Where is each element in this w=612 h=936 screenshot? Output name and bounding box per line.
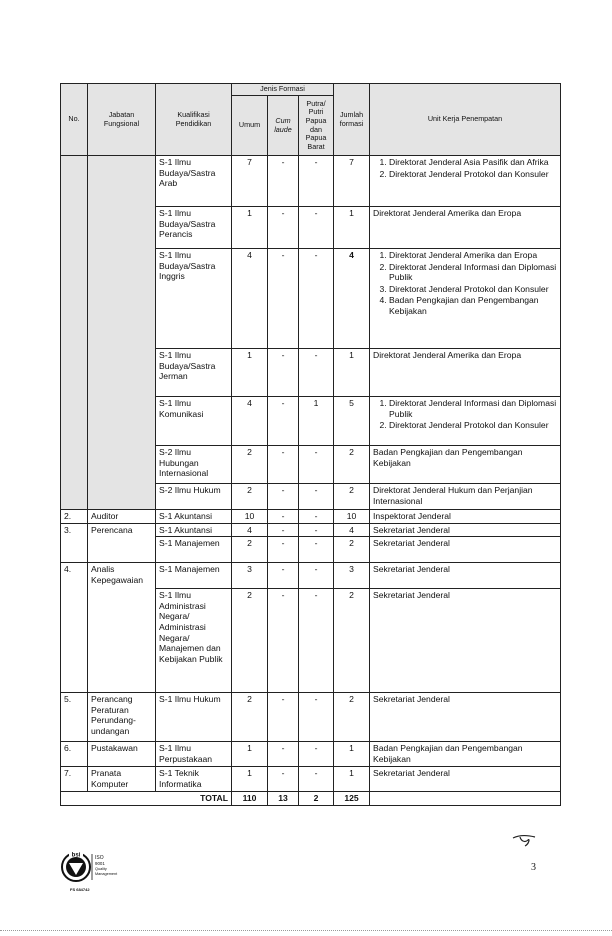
cell-papua: - [299,693,334,742]
total-umum: 110 [232,792,268,806]
cell-umum: 2 [232,537,268,563]
cell-cum: - [268,510,299,524]
table-row [61,349,561,397]
cell-unit: Direktorat Jenderal Hukum dan Perjanjian Internasional [370,484,561,510]
logo-cert: FS 684742 [70,887,90,892]
cell-jumlah: 2 [334,446,370,484]
header-papua: Putra/ Putri Papua dan Papua Barat [299,96,334,156]
cell-no: 4. [61,563,88,589]
logo-standard: 9001 [95,861,105,866]
cell-umum: 4 [232,249,268,349]
cell-jabatan [88,537,156,563]
logo-line2: Management [95,872,118,876]
cell-papua: - [299,349,334,397]
cell-unit: Sekretariat Jenderal [370,537,561,563]
total-label: TOTAL [61,792,232,806]
cell-cum: - [268,767,299,792]
logo-line1: Quality [95,867,107,871]
cell-jabatan [88,156,156,207]
cell-no [61,349,88,397]
cell-umum: 4 [232,523,268,537]
cell-umum: 1 [232,767,268,792]
cell-no [61,397,88,446]
cell-papua: - [299,742,334,767]
cell-jumlah: 1 [334,349,370,397]
table-row [61,510,561,524]
cell-unit [370,397,561,446]
cell-jabatan [88,249,156,349]
header-jabatan: Jabatan Fungsional [88,84,156,156]
cell-no: 3. [61,523,88,537]
cell-no [61,484,88,510]
table-row [61,589,561,693]
cell-kualifikasi: S-1 Ilmu Budaya/Sastra Inggris [156,249,232,349]
cell-kualifikasi: S-1 Manajemen [156,563,232,589]
cell-kualifikasi: S-1 Ilmu Hukum [156,693,232,742]
cell-no: 7. [61,767,88,792]
table-row [61,563,561,589]
unit-item: 4. Badan Pengkajian dan Pengembangan Kebijakan [389,295,557,316]
header-jumlah: Jumlah formasi [334,84,370,156]
cell-no: 2. [61,510,88,524]
table-row [61,397,561,446]
cell-no: 6. [61,742,88,767]
cell-papua: - [299,156,334,207]
cell-jabatan: Pustakawan [88,742,156,767]
total-row [61,792,561,806]
cell-cum: - [268,207,299,249]
cell-no [61,207,88,249]
cell-kualifikasi: S-2 Ilmu Hubungan Internasional [156,446,232,484]
cell-cum: - [268,693,299,742]
cell-no [61,589,88,693]
cell-cum: - [268,484,299,510]
cell-unit: Sekretariat Jenderal [370,693,561,742]
cell-papua: - [299,563,334,589]
cell-kualifikasi: S-1 Ilmu Budaya/Sastra Arab [156,156,232,207]
cell-jabatan: Perancang Peraturan Perundang-undangan [88,693,156,742]
cell-papua: 1 [299,397,334,446]
total-papua: 2 [299,792,334,806]
table-row [61,742,561,767]
cell-kualifikasi: S-1 Ilmu Administrasi Negara/ Administrasi Negara/ Manajemen dan Kebijakan Publik [156,589,232,693]
cell-unit [370,249,561,349]
signature-initial-icon [511,832,537,853]
cell-kualifikasi: S-1 Manajemen [156,537,232,563]
total-unit-empty [370,792,561,806]
cell-jumlah: 1 [334,767,370,792]
cell-jabatan: Perencana [88,523,156,537]
cell-umum: 3 [232,563,268,589]
cell-jabatan [88,446,156,484]
cell-umum: 1 [232,742,268,767]
table-body [61,156,561,806]
cell-unit: Direktorat Jenderal Amerika dan Eropa [370,349,561,397]
cell-papua: - [299,446,334,484]
cell-umum: 1 [232,349,268,397]
cell-cum: - [268,349,299,397]
cell-papua: - [299,589,334,693]
cell-no [61,537,88,563]
cell-jumlah: 10 [334,510,370,524]
table-row [61,523,561,537]
cell-cum: - [268,446,299,484]
cell-unit: Sekretariat Jenderal [370,523,561,537]
cell-papua: - [299,537,334,563]
cell-jumlah: 3 [334,563,370,589]
cell-unit [370,156,561,207]
cell-unit: Sekretariat Jenderal [370,767,561,792]
cell-unit: Badan Pengkajian dan Pengembangan Kebijakan [370,742,561,767]
cell-no [61,249,88,349]
cell-unit: Sekretariat Jenderal [370,563,561,589]
cell-kualifikasi: S-1 Teknik Informatika [156,767,232,792]
cell-cum: - [268,563,299,589]
cell-jumlah: 2 [334,589,370,693]
table-row [61,156,561,207]
cell-kualifikasi: S-1 Ilmu Budaya/Sastra Perancis [156,207,232,249]
cell-jumlah: 7 [334,156,370,207]
unit-item: 1. Direktorat Jenderal Amerika dan Eropa [389,250,557,261]
cell-papua: - [299,484,334,510]
cell-jumlah: 1 [334,742,370,767]
cell-unit: Direktorat Jenderal Amerika dan Eropa [370,207,561,249]
cell-umum: 7 [232,156,268,207]
cell-kualifikasi: S-1 Akuntansi [156,523,232,537]
cell-jabatan: Analis Kepegawaian [88,563,156,589]
total-jumlah: 125 [334,792,370,806]
cell-cum: - [268,156,299,207]
table-row [61,767,561,792]
logo-iso: ISO [95,855,104,861]
cell-cum: - [268,249,299,349]
header-cum-laude: Cum laude [268,96,299,156]
cell-cum: - [268,397,299,446]
cell-papua: - [299,207,334,249]
cell-no [61,156,88,207]
cell-jabatan: Pranata Komputer [88,767,156,792]
header-unit: Unit Kerja Penempatan [370,84,561,156]
cell-umum: 2 [232,484,268,510]
cell-papua: - [299,767,334,792]
header-umum: Umum [232,96,268,156]
cell-umum: 4 [232,397,268,446]
cell-kualifikasi: S-2 Ilmu Hukum [156,484,232,510]
table-row [61,484,561,510]
cell-jabatan [88,207,156,249]
cell-jumlah: 2 [334,693,370,742]
unit-item: 2. Direktorat Jenderal Protokol dan Konsuler [389,420,557,431]
cell-cum: - [268,742,299,767]
cell-papua: - [299,523,334,537]
page-number: 3 [531,862,536,873]
logo-brand: bsi [71,852,81,859]
table-row [61,693,561,742]
bsi-iso-logo [60,851,118,900]
table-row [61,207,561,249]
cell-cum: - [268,523,299,537]
header-no: No. [61,84,88,156]
cell-jabatan [88,589,156,693]
cell-jabatan [88,397,156,446]
cell-jumlah: 2 [334,537,370,563]
cell-jabatan: Auditor [88,510,156,524]
cell-no [61,446,88,484]
cell-jumlah: 5 [334,397,370,446]
header-jenis-formasi: Jenis Formasi [232,84,334,96]
cell-jabatan [88,484,156,510]
cell-unit: Inspektorat Jenderal [370,510,561,524]
cell-cum: - [268,537,299,563]
cell-umum: 2 [232,693,268,742]
unit-item: 1. Direktorat Jenderal Informasi dan Diplomasi Publik [389,398,557,419]
cell-kualifikasi: S-1 Akuntansi [156,510,232,524]
cell-unit: Badan Pengkajian dan Pengembangan Kebijakan [370,446,561,484]
formasi-table [60,83,561,806]
cell-papua: - [299,510,334,524]
unit-item: 3. Direktorat Jenderal Protokol dan Konsuler [389,284,557,295]
table-row [61,537,561,563]
cell-kualifikasi: S-1 Ilmu Komunikasi [156,397,232,446]
cell-jumlah: 4 [334,249,370,349]
cell-unit: Sekretariat Jenderal [370,589,561,693]
cell-umum: 2 [232,589,268,693]
bottom-scan-edge [0,930,612,932]
cell-kualifikasi: S-1 Ilmu Budaya/Sastra Jerman [156,349,232,397]
cell-umum: 1 [232,207,268,249]
cell-cum: - [268,589,299,693]
header-kualifikasi: Kualifikasi Pendidikan [156,84,232,156]
unit-item: 2. Direktorat Jenderal Informasi dan Diplomasi Publik [389,262,557,283]
cell-umum: 10 [232,510,268,524]
unit-item: 2. Direktorat Jenderal Protokol dan Konsuler [389,169,557,180]
cell-kualifikasi: S-1 Ilmu Perpustakaan [156,742,232,767]
cell-papua: - [299,249,334,349]
table-row [61,446,561,484]
cell-no: 5. [61,693,88,742]
total-cum: 13 [268,792,299,806]
cell-jumlah: 2 [334,484,370,510]
cell-jabatan [88,349,156,397]
table-row [61,249,561,349]
unit-item: 1. Direktorat Jenderal Asia Pasifik dan Afrika [389,157,557,168]
cell-jumlah: 4 [334,523,370,537]
cell-umum: 2 [232,446,268,484]
cell-jumlah: 1 [334,207,370,249]
